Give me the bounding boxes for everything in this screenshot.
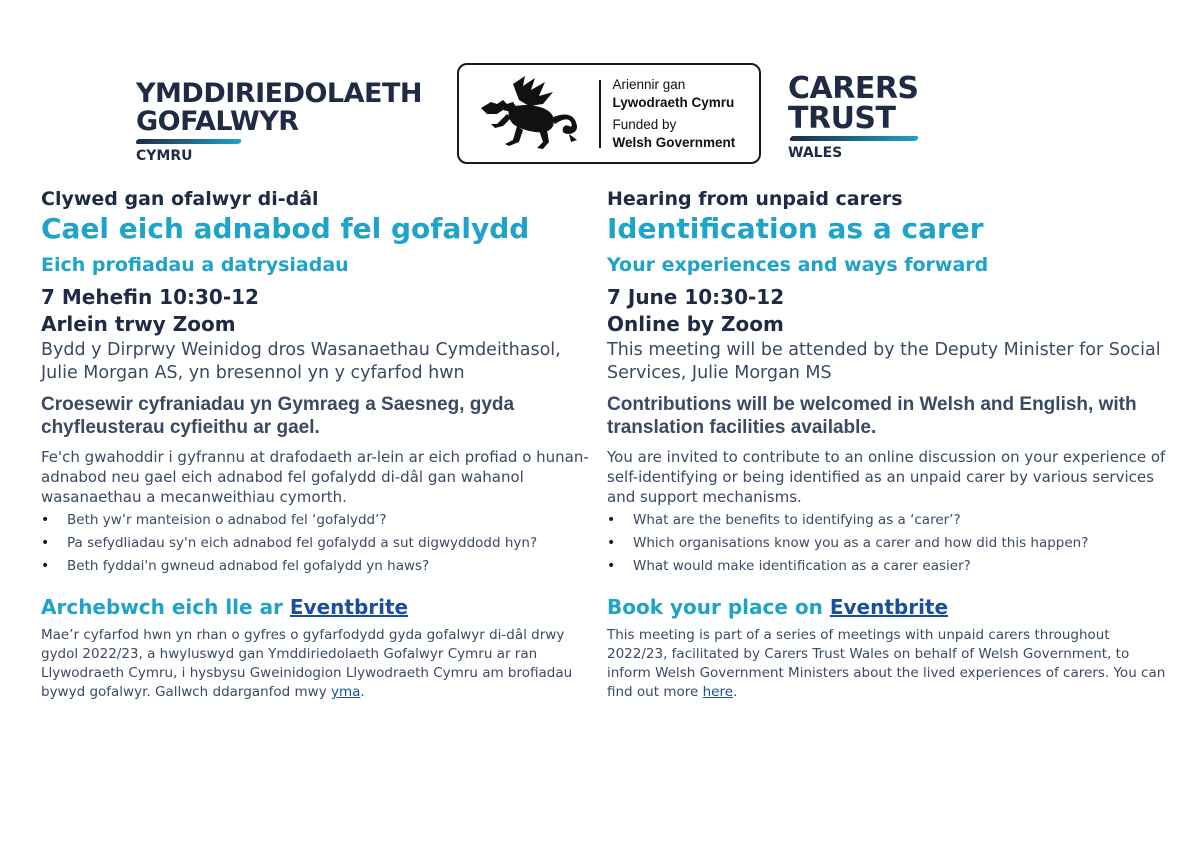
logo-ymddiriedolaeth-gofalwyr-cymru	[136, 80, 446, 164]
english-online: Online by Zoom	[607, 312, 784, 336]
english-series-end: .	[733, 684, 738, 700]
list-item: • What would make identification as a carer easier?	[607, 555, 1167, 578]
english-series-text	[607, 626, 1167, 702]
english-book-heading	[607, 594, 1167, 620]
welsh-date: 7 Mehefin 10:30-12	[41, 285, 259, 309]
english-subtitle: Your experiences and ways forward	[607, 254, 989, 276]
welsh-minister: Bydd y Dirprwy Weinidog dros Wasanaethau Cymdeithasol, Julie Morgan AS, yn bresennol yn y cyfarfod hwn	[41, 340, 561, 383]
welsh-book-prefix: Archebwch eich lle ar	[41, 595, 290, 619]
logo-right-line3: WALES	[788, 145, 843, 161]
english-column	[607, 186, 1167, 702]
english-date: 7 June 10:30-12	[607, 285, 785, 309]
list-item: • Beth fyddai'n gwneud adnabod fel gofalydd yn haws?	[41, 555, 601, 578]
list-item: • Beth yw’r manteision o adnabod fel ‘gofalydd’?	[41, 509, 601, 532]
welsh-series-text	[41, 626, 601, 702]
welsh-eventbrite-link[interactable]: Eventbrite	[289, 595, 409, 619]
welsh-invite: Fe'ch gwahoddir i gyfrannu at drafodaeth ar-lein ar eich profiad o hunan-adnabod neu gael eich adnabod fel gofalydd di-dâl gan wahanol wasanaethau a mecanweithiau cymorth.	[41, 448, 589, 506]
logo-right-line1: CARERS	[788, 71, 919, 106]
gov-line2: Lywodraeth Cymru	[612, 94, 735, 110]
gov-logo-divider	[599, 80, 601, 148]
logo-right-line2: TRUST	[788, 101, 896, 136]
welsh-column	[41, 186, 601, 702]
logo-left-swoosh	[135, 139, 242, 144]
english-invite: You are invited to contribute to an online discussion on your experience of self-identifying or being identified as an unpaid carer by various services and support mechanisms.	[607, 448, 1166, 506]
gov-line4: Welsh Government	[612, 134, 736, 150]
welsh-kicker: Clywed gan ofalwyr di-dâl	[41, 188, 319, 210]
english-book-prefix: Book your place on	[607, 595, 830, 619]
welsh-more-link[interactable]: yma	[331, 684, 361, 700]
list-item: • Which organisations know you as a carer and how did this happen?	[607, 532, 1167, 555]
english-questions	[607, 509, 1167, 578]
logo-left-line2: GOFALWYR	[136, 106, 299, 137]
english-more-link[interactable]: here	[702, 684, 734, 700]
english-minister: This meeting will be attended by the Deputy Minister for Social Services, Julie Morgan MS	[607, 340, 1161, 383]
gov-logo-text	[613, 76, 736, 152]
logo-carers-trust-wales	[788, 71, 968, 161]
list-item: • What are the benefits to identifying as a ‘carer’?	[607, 509, 1167, 532]
welsh-questions	[41, 509, 601, 578]
gov-line1: Ariennir gan	[612, 76, 686, 92]
logo-right-swoosh	[789, 136, 919, 141]
logo-left-line1: YMDDIRIEDOLAETH	[136, 78, 422, 109]
gov-line3: Funded by	[612, 116, 677, 132]
logo-left-line3: CYMRU	[136, 148, 193, 164]
welsh-government-logo	[457, 63, 761, 164]
welsh-book-heading	[41, 594, 601, 620]
welsh-dragon-icon	[473, 74, 593, 154]
welsh-contributions: Croesewir cyfraniadau yn Gymraeg a Saesneg, gyda chyfleusterau cyfieithu ar gael.	[41, 394, 515, 438]
english-kicker: Hearing from unpaid carers	[607, 188, 903, 210]
list-item: • Pa sefydliadau sy'n eich adnabod fel gofalydd a sut digwyddodd hyn?	[41, 532, 601, 555]
welsh-series-end: .	[360, 684, 365, 700]
english-series-body: This meeting is part of a series of meetings with unpaid carers throughout 2022/23, facilitated by Carers Trust Wales on behalf of Welsh Government, to inform Welsh Government Ministers about the lived experiences of carers. You can find out more	[607, 627, 1166, 700]
welsh-online: Arlein trwy Zoom	[41, 312, 236, 336]
english-contributions: Contributions will be welcomed in Welsh and English, with translation facilities available.	[607, 394, 1137, 438]
english-title: Identification as a carer	[607, 212, 984, 245]
welsh-title: Cael eich adnabod fel gofalydd	[41, 212, 530, 245]
welsh-series-body: Mae’r cyfarfod hwn yn rhan o gyfres o gyfarfodydd gyda gofalwyr di-dâl drwy gydol 2022/23, a hwyluswyd gan Ymddiriedolaeth Gofalwyr Cymru ar ran Llywodraeth Cymru, i hysbysu Gweinidogion Llywodraeth Cymru am brofiadau bywyd gofalwyr. Gallwch ddarganfod mwy	[41, 627, 573, 700]
welsh-subtitle: Eich profiadau a datrysiadau	[41, 254, 349, 276]
english-eventbrite-link[interactable]: Eventbrite	[829, 595, 949, 619]
